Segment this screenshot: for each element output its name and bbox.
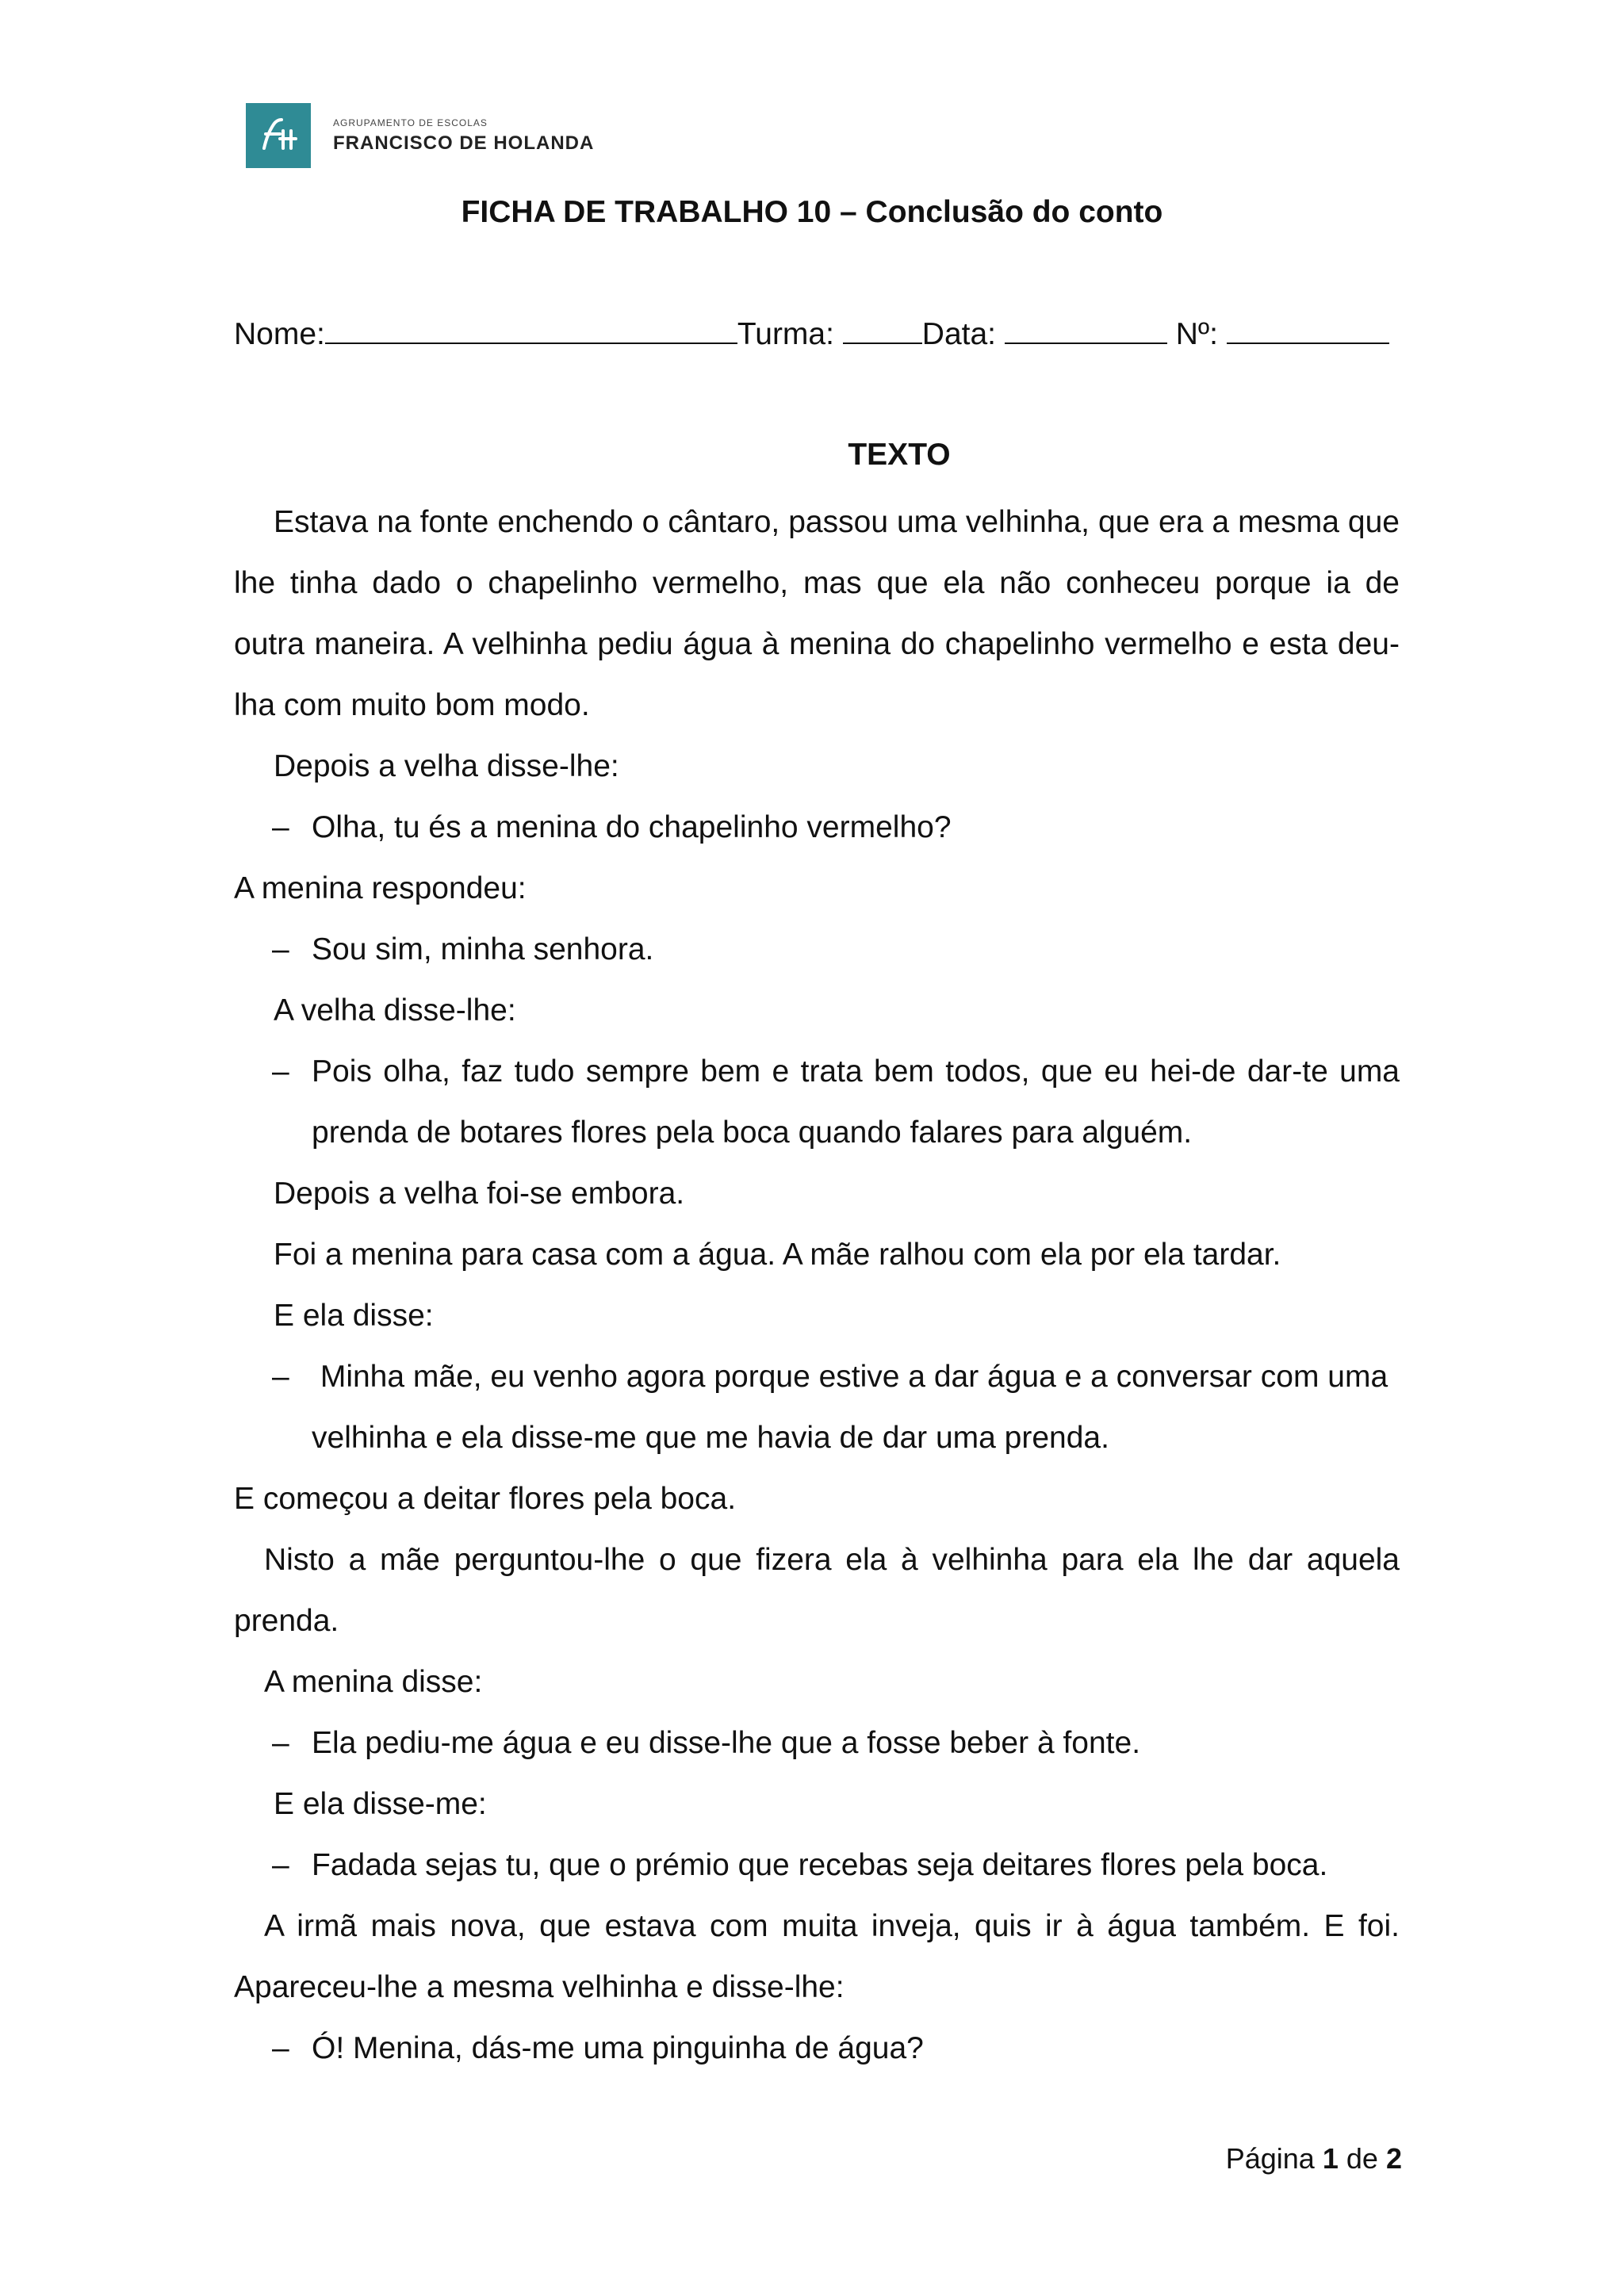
turma-blank[interactable] <box>843 317 922 344</box>
dash-mark: – <box>272 1360 289 1394</box>
text-line: outra maneira. A velhinha pediu água à menina do chapelinho vermelho e esta deu- <box>234 627 1400 661</box>
numero-blank[interactable] <box>1227 317 1389 344</box>
text-line: A menina respondeu: <box>234 871 527 905</box>
text-line: E começou a deitar flores pela boca. <box>234 1482 737 1516</box>
dash-mark: – <box>272 1848 289 1882</box>
logo-emblem-icon <box>246 103 311 168</box>
turma-label: Turma: <box>737 317 834 351</box>
dialogue-text: Ó! Menina, dás-me uma pinguinha de água? <box>312 2031 924 2065</box>
dialogue-continuation: velhinha e ela disse-me que me havia de dar uma prenda. <box>312 1421 1109 1455</box>
text-line: prenda. <box>234 1604 339 1638</box>
dash-mark: – <box>272 2031 289 2065</box>
current-page: 1 <box>1322 2142 1339 2175</box>
dash-mark: – <box>272 1726 289 1760</box>
page-footer <box>1226 2142 1402 2175</box>
dialogue-line <box>234 1835 1400 1896</box>
text-line: Depois a velha disse-lhe: <box>274 749 619 783</box>
dialogue-continuation: prenda de botares flores pela boca quando falares para alguém. <box>312 1115 1193 1150</box>
text-line: lha com muito bom modo. <box>234 688 590 722</box>
dialogue-line <box>234 1712 1400 1774</box>
logo-text <box>333 118 594 153</box>
dash-mark: – <box>272 932 289 966</box>
dash-mark: – <box>272 1054 289 1089</box>
story-text <box>234 492 1400 2079</box>
dialogue-text: Pois olha, faz tudo sempre bem e trata bem todos, que eu hei-de dar-te uma <box>312 1054 1400 1089</box>
text-line: Depois a velha foi-se embora. <box>274 1177 685 1211</box>
worksheet-title: FICHA DE TRABALHO 10 – Conclusão do conto <box>461 195 1163 229</box>
total-pages: 2 <box>1385 2142 1402 2175</box>
nome-label: Nome: <box>234 317 325 351</box>
student-info-line <box>234 317 1389 352</box>
text-line: E ela disse: <box>274 1299 434 1333</box>
de-label: de <box>1346 2142 1378 2175</box>
dialogue-text: Fadada sejas tu, que o prémio que recebas seja deitares flores pela boca. <box>312 1848 1328 1882</box>
dialogue-text: Olha, tu és a menina do chapelinho vermelho? <box>312 810 952 844</box>
pagina-label: Página <box>1225 2142 1315 2175</box>
data-label: Data: <box>921 317 997 351</box>
dialogue-text: Sou sim, minha senhora. <box>312 932 654 966</box>
text-line: Estava na fonte enchendo o cântaro, passou uma velhinha, que era a mesma que <box>274 505 1400 539</box>
dialogue-line <box>234 2018 1400 2079</box>
dash-mark: – <box>272 810 289 844</box>
numero-label: Nº: <box>1175 317 1218 351</box>
text-line: Apareceu-lhe a mesma velhinha e disse-lhe: <box>234 1970 845 2004</box>
dialogue-text: Ela pediu-me água e eu disse-lhe que a fosse beber à fonte. <box>312 1726 1141 1760</box>
text-line: E ela disse-me: <box>274 1787 487 1821</box>
data-blank[interactable] <box>1005 317 1167 344</box>
dialogue-line <box>234 1346 1400 1407</box>
nome-blank[interactable] <box>325 317 737 344</box>
school-logo <box>246 103 594 168</box>
logo-subtitle: AGRUPAMENTO DE ESCOLAS <box>333 117 488 128</box>
text-line: A irmã mais nova, que estava com muita inveja, quis ir à água também. E foi. <box>264 1909 1400 1943</box>
text-line: Foi a menina para casa com a água. A mãe ralhou com ela por ela tardar. <box>274 1238 1281 1272</box>
text-line: Nisto a mãe perguntou-lhe o que fizera ela à velhinha para ela lhe dar aquela <box>264 1543 1400 1577</box>
text-line: lhe tinha dado o chapelinho vermelho, mas que ela não conheceu porque ia de <box>234 566 1400 600</box>
dialogue-text: Minha mãe, eu venho agora porque estive a dar água e a conversar com uma <box>312 1360 1388 1394</box>
logo-school-name: FRANCISCO DE HOLANDA <box>333 132 595 154</box>
text-line: A velha disse-lhe: <box>274 993 516 1027</box>
text-line: A menina disse: <box>264 1665 483 1699</box>
section-title: TEXTO <box>848 438 951 472</box>
dialogue-line <box>234 919 1400 980</box>
dialogue-line <box>234 1041 1400 1102</box>
dialogue-line <box>234 797 1400 858</box>
